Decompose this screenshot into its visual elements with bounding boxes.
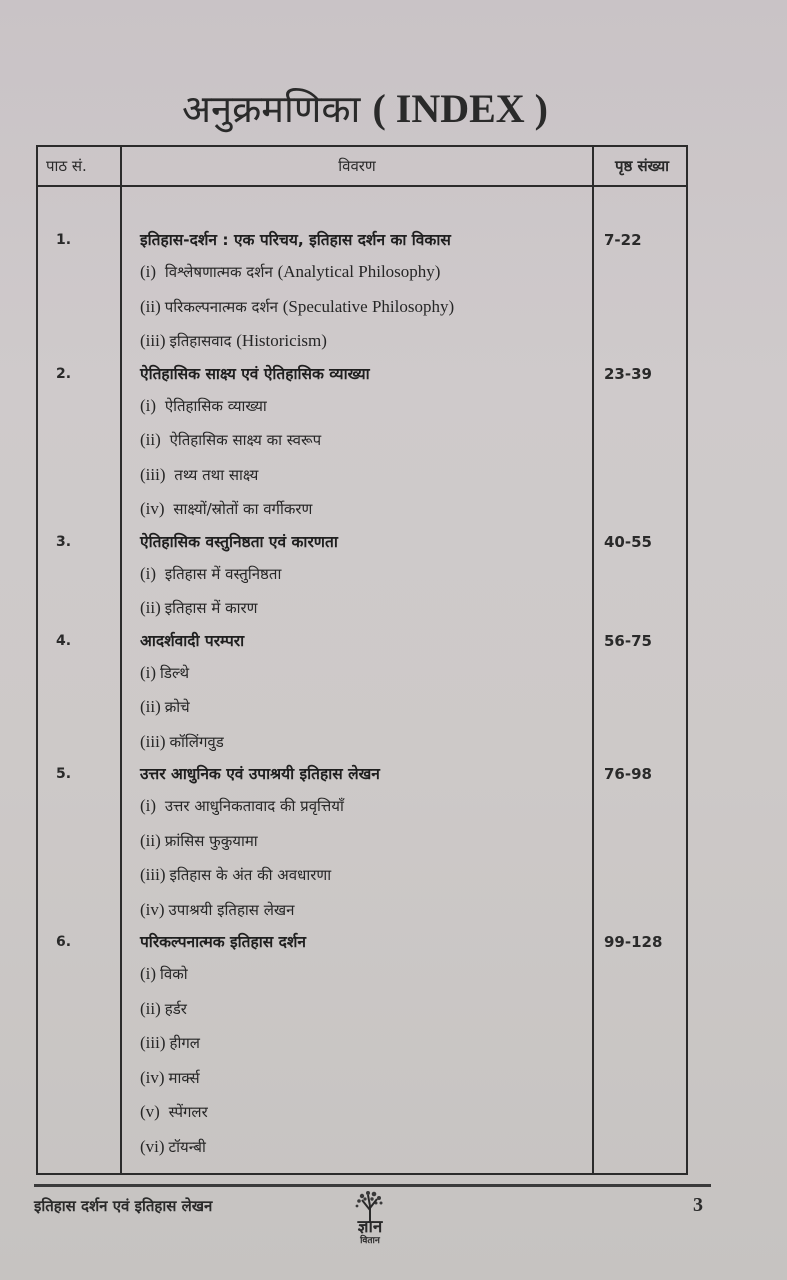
subtopic xyxy=(140,591,686,626)
subtopic-index: (vi) xyxy=(140,1136,165,1156)
header-chapter-no: पाठ सं. xyxy=(46,157,87,175)
chapter-number: 1. xyxy=(56,232,72,248)
subtopic-text: फ्रांसिस फुकुयामा xyxy=(164,831,258,850)
subtopic-index: (v) xyxy=(140,1102,160,1121)
publisher-logo xyxy=(345,1188,395,1268)
subtopic-text: इतिहास में वस्तुनिष्ठता xyxy=(164,564,282,583)
subtopic-text: ऐतिहासिक व्याख्या xyxy=(164,396,267,415)
subtopic-index: (ii) xyxy=(140,296,161,316)
logo-text: ज्ञान xyxy=(357,1217,383,1237)
subtopic-index: (ii) xyxy=(140,598,161,617)
subtopic-text: स्पेंगलर xyxy=(168,1103,208,1121)
subtopic xyxy=(140,255,686,290)
subtopic-text: हर्डर xyxy=(164,999,187,1018)
subtopic-english: (Speculative Philosophy) xyxy=(282,296,455,316)
chapter-pages: 76-98 xyxy=(604,765,652,783)
subtopic xyxy=(140,492,686,527)
chapter-number: 3. xyxy=(56,533,72,550)
subtopic-index: (i) xyxy=(140,395,157,415)
index-table xyxy=(36,145,688,1175)
subtopic xyxy=(140,557,686,592)
header-description: विवरण xyxy=(338,157,376,175)
chapter-row xyxy=(38,759,686,927)
subtopic-text: परिकल्पनात्मक दर्शन xyxy=(164,297,278,316)
subtopic-index: (i) xyxy=(140,262,157,281)
subtopic-text: हीगल xyxy=(169,1034,200,1052)
subtopic xyxy=(140,324,686,359)
page-number: 3 xyxy=(693,1194,703,1216)
footer-divider xyxy=(34,1184,711,1187)
chapter-pages: 56-75 xyxy=(604,631,652,650)
subtopic-index: (iv) xyxy=(140,1067,165,1087)
subtopic xyxy=(140,992,686,1027)
subtopic xyxy=(140,893,686,928)
subtopic-index: (iii) xyxy=(140,731,166,751)
chapter-title: ऐतिहासिक वस्तुनिष्ठता एवं कारणता xyxy=(140,532,338,551)
chapter-title: परिकल्पनात्मक इतिहास दर्शन xyxy=(140,933,307,951)
subtopic xyxy=(140,1026,686,1061)
subtopic-text: इतिहास के अंत की अवधारणा xyxy=(169,866,332,884)
subtopic-text: कॉलिंगवुड xyxy=(169,732,224,751)
subtopic xyxy=(140,957,686,992)
subtopic-index: (iii) xyxy=(140,464,166,484)
subtopic xyxy=(140,290,686,325)
subtopic xyxy=(140,1061,686,1096)
subtopic-index: (iv) xyxy=(140,499,165,518)
header-page-numbers: पृष्ठ संख्या xyxy=(614,157,670,175)
chapter-title: ऐतिहासिक साक्ष्य एवं ऐतिहासिक व्याख्या xyxy=(140,364,370,383)
subtopic-index: (ii) xyxy=(140,430,161,449)
page-title-english: ( INDEX ) xyxy=(372,86,548,131)
subtopic-english: (Analytical Philosophy) xyxy=(277,262,441,281)
subtopic xyxy=(140,656,686,691)
chapter-number: 2. xyxy=(56,365,72,382)
chapter-row xyxy=(38,527,686,626)
subtopic xyxy=(140,1095,686,1130)
chapter-row xyxy=(38,359,686,527)
chapter-row xyxy=(38,626,686,760)
subtopic-index: (iv) xyxy=(140,899,165,919)
subtopic xyxy=(140,858,686,893)
subtopic-text: मार्क्स xyxy=(168,1068,200,1087)
footer-book-title: इतिहास दर्शन एवं इतिहास लेखन xyxy=(34,1197,213,1215)
subtopic-index: (iii) xyxy=(140,865,166,884)
subtopic-index: (i) xyxy=(140,563,157,583)
subtopic xyxy=(140,423,686,458)
table-body xyxy=(38,225,686,1164)
chapter-number: 4. xyxy=(56,632,72,649)
chapter-row xyxy=(38,927,686,1164)
chapter-row xyxy=(38,225,686,359)
subtopic-text: उत्तर आधुनिकतावाद की प्रवृत्तियाँ xyxy=(164,797,344,815)
chapter-pages: 40-55 xyxy=(604,532,652,551)
subtopic-text: इतिहास में कारण xyxy=(164,599,258,617)
subtopic-english: (Historicism) xyxy=(236,331,327,350)
subtopic-index: (iii) xyxy=(140,331,166,350)
subtopic xyxy=(140,789,686,824)
chapter-number: 5. xyxy=(56,766,72,782)
subtopic-text: इतिहासवाद xyxy=(169,332,232,350)
subtopic-index: (i) xyxy=(140,662,157,682)
page-title-hindi: अनुक्रमणिका xyxy=(181,87,361,131)
subtopic-text: विश्लेषणात्मक दर्शन xyxy=(164,263,273,281)
chapter-title: इतिहास-दर्शन : एक परिचय, इतिहास दर्शन का विकास xyxy=(140,231,451,249)
subtopic-text: विको xyxy=(160,965,188,983)
logo-subtext: वितान xyxy=(360,1236,380,1246)
subtopic-text: उपाश्रयी इतिहास लेखन xyxy=(168,900,295,919)
subtopic xyxy=(140,389,686,424)
subtopic xyxy=(140,1130,686,1165)
subtopic-index: (iii) xyxy=(140,1033,166,1052)
subtopic xyxy=(140,458,686,493)
subtopic-index: (i) xyxy=(140,964,157,983)
chapter-title: उत्तर आधुनिक एवं उपाश्रयी इतिहास लेखन xyxy=(140,765,380,783)
subtopic-index: (ii) xyxy=(140,998,161,1018)
table-header-row xyxy=(38,147,686,187)
subtopic-index: (i) xyxy=(140,796,157,815)
subtopic-text: टॉयन्बी xyxy=(168,1137,206,1156)
subtopic xyxy=(140,824,686,859)
page-title xyxy=(0,82,730,134)
subtopic xyxy=(140,725,686,760)
subtopic-text: क्रोचे xyxy=(164,698,190,716)
subtopic-text: डिल्थे xyxy=(160,663,190,682)
chapter-pages: 99-128 xyxy=(604,933,663,951)
chapter-number: 6. xyxy=(56,934,72,950)
subtopic-text: ऐतिहासिक साक्ष्य का स्वरूप xyxy=(169,431,322,449)
subtopic-index: (ii) xyxy=(140,697,161,716)
chapter-pages: 7-22 xyxy=(604,231,642,249)
subtopic-index: (ii) xyxy=(140,830,161,850)
subtopic xyxy=(140,690,686,725)
chapter-title: आदर्शवादी परम्परा xyxy=(140,631,245,650)
subtopic-text: साक्ष्यों/स्रोतों का वर्गीकरण xyxy=(173,500,313,518)
subtopic-text: तथ्य तथा साक्ष्य xyxy=(174,465,259,484)
chapter-pages: 23-39 xyxy=(604,364,652,383)
